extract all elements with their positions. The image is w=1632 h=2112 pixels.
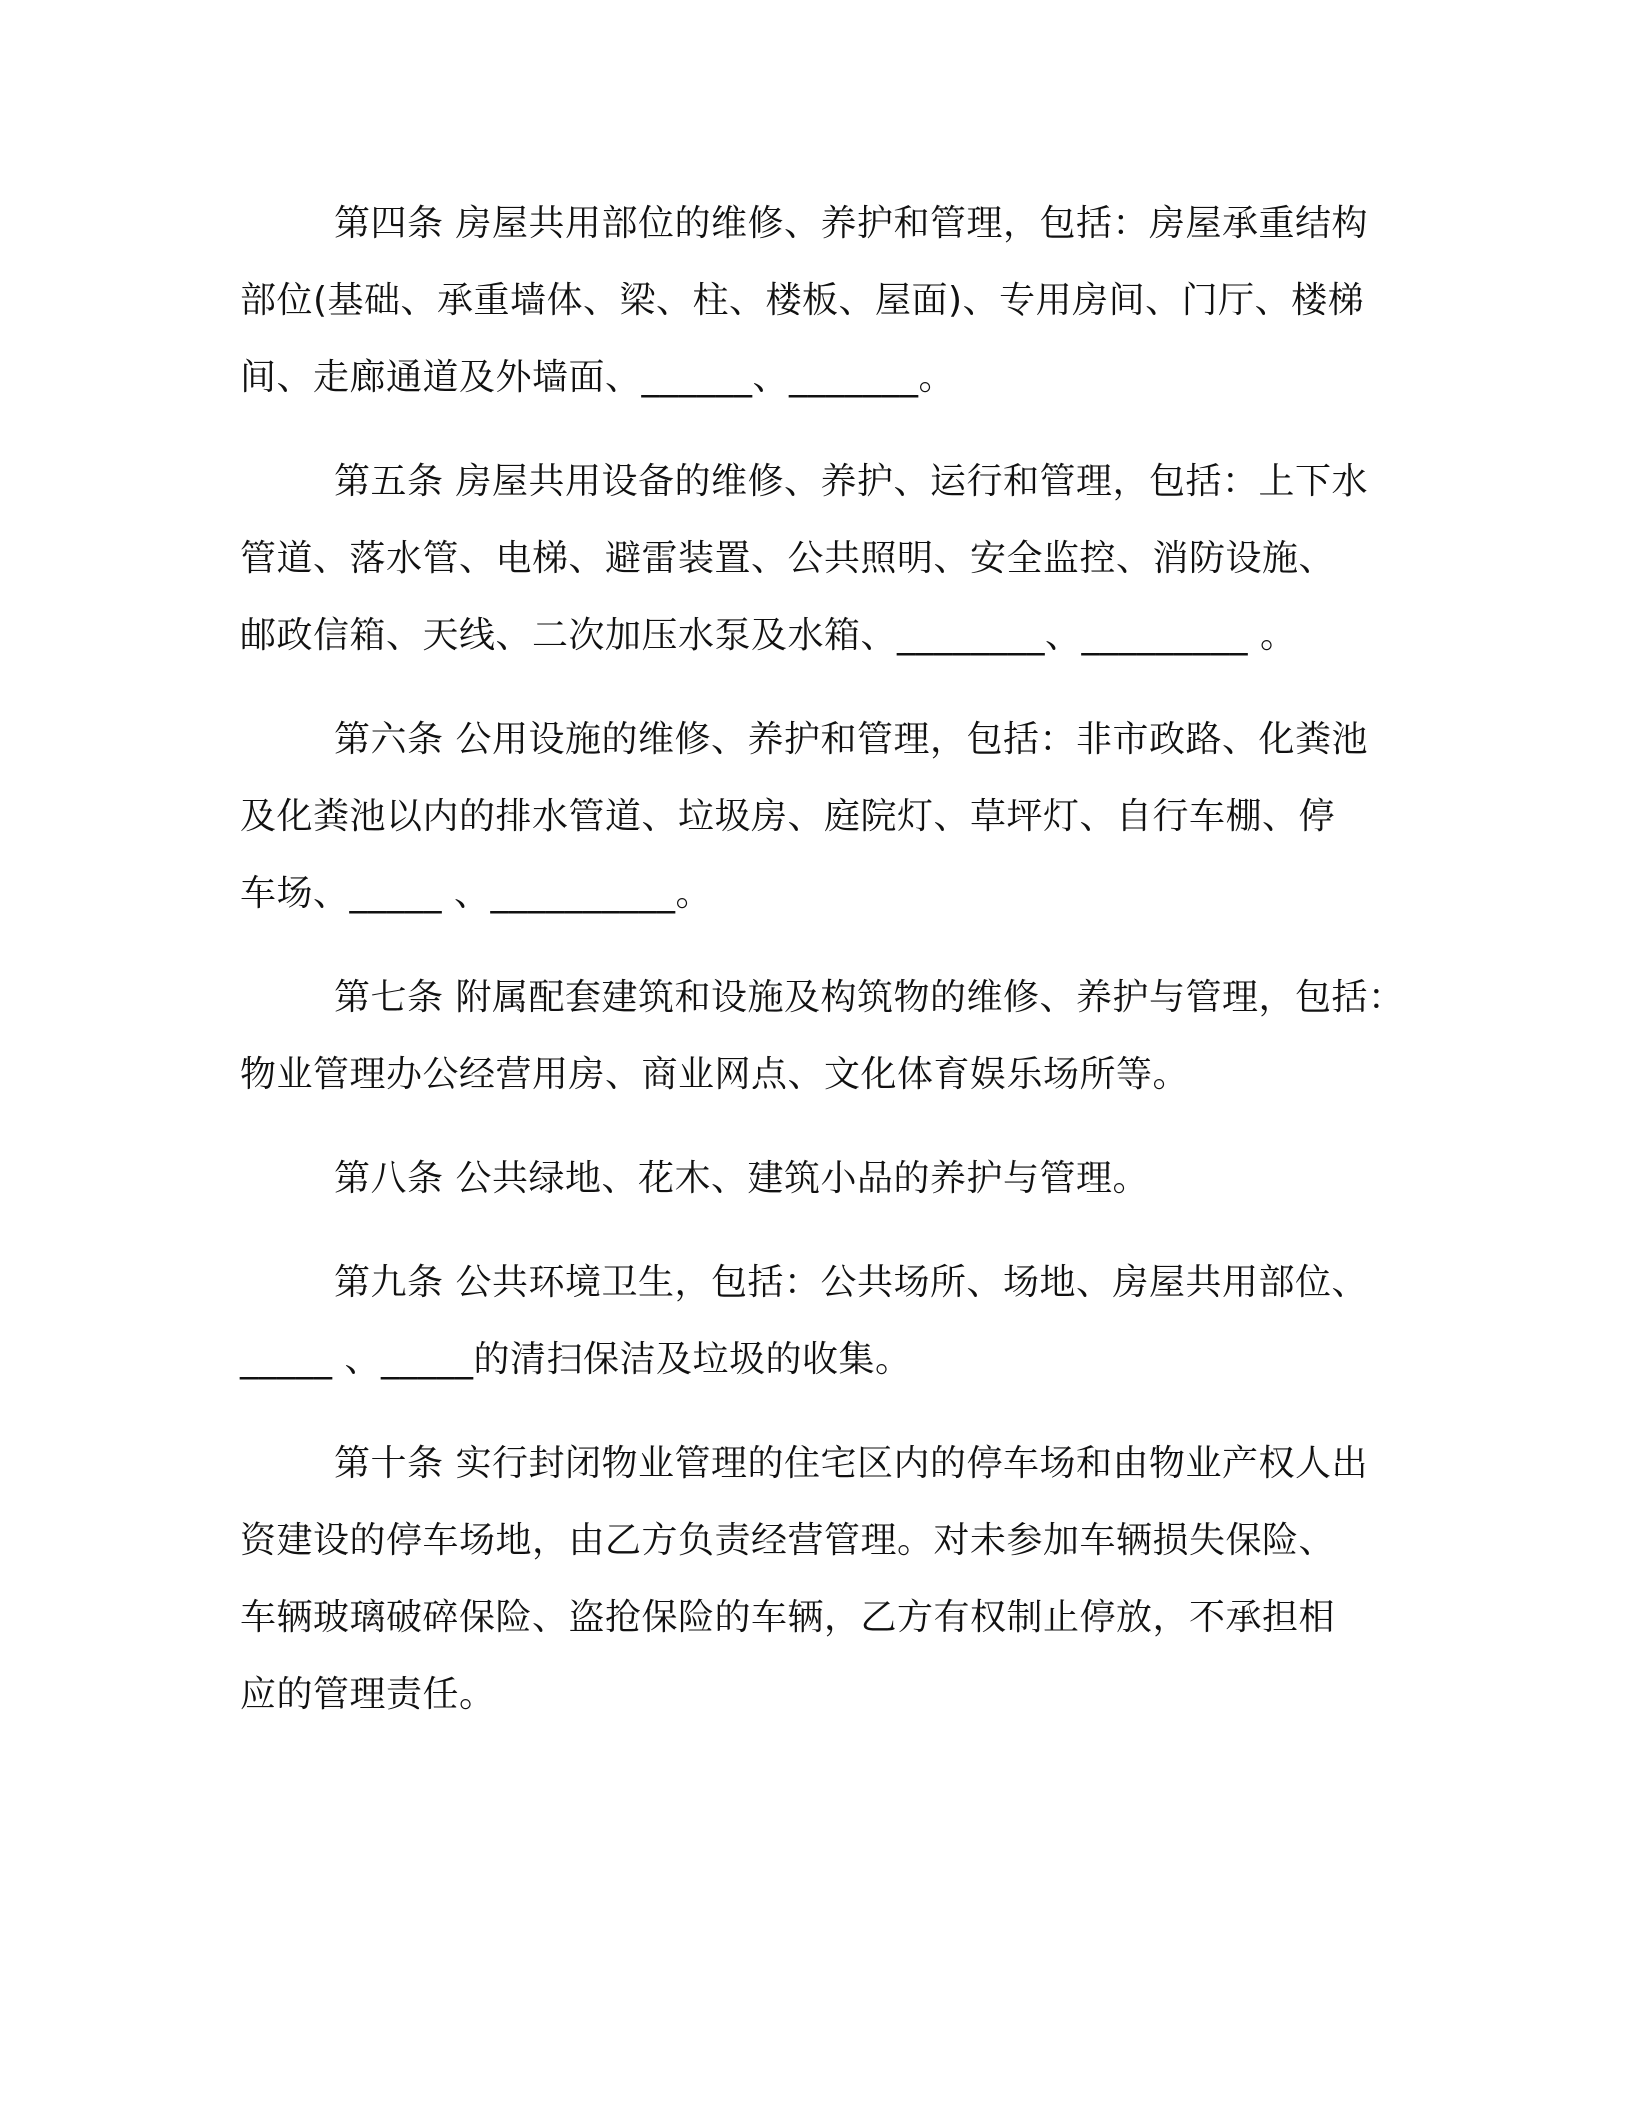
clause-line: 第六条 公用设施的维修、养护和管理，包括：非市政路、化粪池 xyxy=(334,719,1368,760)
clause-9 xyxy=(240,1244,1400,1398)
document-page xyxy=(240,185,1405,1760)
clause-6 xyxy=(240,701,1400,932)
clause-line: 第八条 公共绿地、花木、建筑小品的养护与管理。 xyxy=(334,1158,1149,1199)
clause-8 xyxy=(240,1140,1400,1217)
clause-line: 物业管理办公经营用房、商业网点、文化体育娱乐场所等。 xyxy=(240,1054,1190,1095)
clause-line: 第九条 公共环境卫生，包括：公共场所、场地、房屋共用部位、 xyxy=(334,1262,1368,1303)
clause-line: 第四条 房屋共用部位的维修、养护和管理，包括：房屋承重结构 xyxy=(334,203,1368,244)
clause-line: 及化粪池以内的排水管道、垃圾房、庭院灯、草坪灯、自行车棚、停 xyxy=(240,796,1336,837)
clause-line: 第七条 附属配套建筑和设施及构筑物的维修、养护与管理，包括： xyxy=(334,977,1405,1018)
clause-line: 邮政信箱、天线、二次加压水泵及水箱、________、_________ 。 xyxy=(240,615,1297,656)
clause-line: 第五条 房屋共用设备的维修、养护、运行和管理，包括：上下水 xyxy=(334,461,1368,502)
clause-line: 资建设的停车场地，由乙方负责经营管理。对未参加车辆损失保险、 xyxy=(240,1520,1336,1561)
clause-line: 车辆玻璃破碎保险、盗抢保险的车辆，乙方有权制止停放，不承担相 xyxy=(240,1597,1336,1638)
clause-7 xyxy=(240,959,1405,1113)
clause-5 xyxy=(240,443,1400,674)
clause-4 xyxy=(240,185,1400,416)
clause-line: _____ 、_____的清扫保洁及垃圾的收集。 xyxy=(240,1339,912,1380)
clause-line: 部位(基础、承重墙体、梁、柱、楼板、屋面)、专用房间、门厅、楼梯 xyxy=(240,280,1365,321)
clause-line: 应的管理责任。 xyxy=(240,1674,496,1715)
clause-10 xyxy=(240,1425,1400,1733)
clause-line: 车场、_____ 、__________。 xyxy=(240,873,712,914)
clause-line: 间、走廊通道及外墙面、______、_______。 xyxy=(240,357,956,398)
clause-line: 第十条 实行封闭物业管理的住宅区内的停车场和由物业产权人出 xyxy=(334,1443,1368,1484)
clause-line: 管道、落水管、电梯、避雷装置、公共照明、安全监控、消防设施、 xyxy=(240,538,1336,579)
